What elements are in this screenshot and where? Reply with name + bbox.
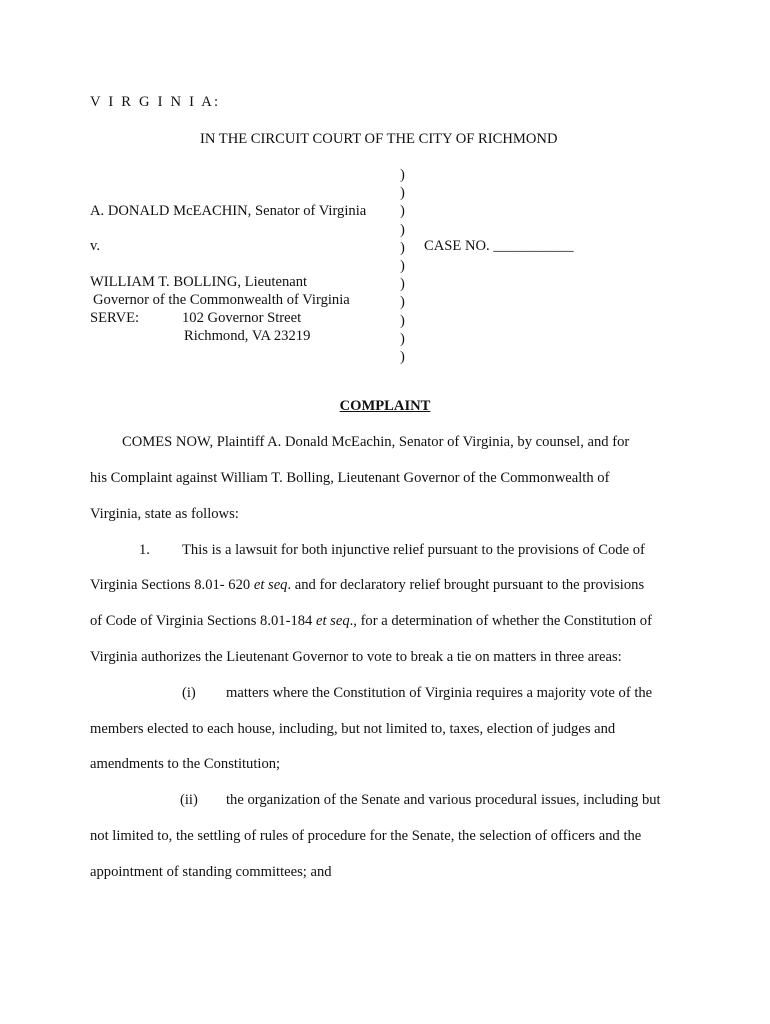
item-i-line-1: matters where the Constitution of Virginia requires a majority vote of the [226, 685, 653, 701]
item-i-line-3: amendments to the Constitution; [90, 756, 281, 772]
caption-parenthesis-column [400, 166, 412, 366]
item-ii-line-3: appointment of standing committees; and [90, 864, 332, 880]
versus-label: v. [90, 238, 100, 254]
paragraph-1-line-2 [90, 577, 644, 594]
italic-text-run: et seq [315, 613, 350, 629]
intro-line-2: his Complaint against William T. Bolling, Lieutenant Governor of the Commonwealth of [90, 470, 610, 486]
document-title: COMPLAINT [339, 398, 431, 414]
caption-parenthesis: ) [400, 276, 405, 293]
item-ii-line-2: not limited to, the settling of rules of procedure for the Senate, the selection of officers and the [90, 828, 642, 844]
text-run: ., for a determination of whether the Constitution of [349, 613, 652, 629]
list-item-label: (ii) [180, 792, 198, 808]
item-ii-line-1: the organization of the Senate and various procedural issues, including but [226, 792, 661, 808]
caption-parenthesis: ) [400, 203, 405, 220]
caption-parenthesis: ) [400, 167, 405, 183]
plaintiff-name: A. DONALD McEACHIN, Senator of Virginia [90, 203, 367, 219]
paragraph-1-line-3 [90, 613, 652, 630]
serve-address-street: 102 Governor Street [182, 310, 302, 326]
caption-parenthesis: ) [400, 185, 405, 202]
serve-label: SERVE: [90, 310, 140, 326]
paragraph-1-line-4: Virginia authorizes the Lieutenant Governor to vote to break a tie on matters in three areas: [90, 649, 622, 665]
caption-parenthesis: ) [400, 330, 405, 347]
state-heading: V I R G I N I A: [90, 94, 221, 110]
caption-parenthesis: ) [400, 257, 405, 274]
italic-text-run: et seq [253, 577, 288, 593]
court-heading: IN THE CIRCUIT COURT OF THE CITY OF RICHMOND [200, 131, 558, 147]
serve-address-city: Richmond, VA 23219 [184, 328, 311, 344]
intro-line-1: COMES NOW, Plaintiff A. Donald McEachin, Senator of Virginia, by counsel, and for [122, 434, 630, 450]
caption-parenthesis: ) [400, 312, 405, 329]
serve-block [90, 309, 301, 327]
text-run: . and for declaratory relief brought pursuant to the provisions [287, 577, 645, 593]
paragraph-number: 1. [139, 542, 150, 558]
case-number-field: CASE NO. ___________ [424, 238, 574, 254]
caption-parenthesis: ) [400, 294, 405, 311]
text-run: Virginia Sections 8.01- 620 [90, 577, 254, 593]
defendant-title: Governor of the Commonwealth of Virginia [93, 292, 350, 308]
text-run: of Code of Virginia Sections 8.01-184 [90, 613, 316, 629]
defendant-name: WILLIAM T. BOLLING, Lieutenant [90, 274, 308, 290]
caption-parenthesis: ) [400, 221, 405, 238]
caption-parenthesis: ) [400, 239, 405, 256]
paragraph-1-line-1: This is a lawsuit for both injunctive relief pursuant to the provisions of Code of [182, 542, 645, 558]
intro-line-3: Virginia, state as follows: [90, 506, 239, 522]
item-i-line-2: members elected to each house, including, but not limited to, taxes, election of judges and [90, 721, 616, 737]
list-item-label: (i) [182, 685, 196, 701]
caption-parenthesis: ) [400, 348, 405, 365]
